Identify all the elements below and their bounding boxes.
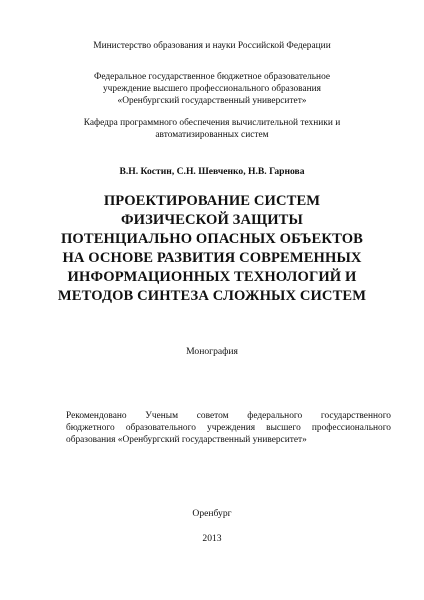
university-line-1: Федеральное государственное бюджетное образовательное [93,72,331,82]
book-title [0,192,424,306]
department-name [0,117,424,141]
authors [0,166,424,178]
ministry-header [0,40,424,52]
genre-line: Монография [186,346,238,357]
authors-line: В.Н. Костин, С.Н. Шевченко, Н.В. Гарнова [119,166,305,177]
recommendation-line-3: образования «Оренбургский государственный университет» [66,435,307,445]
university-line-2: учреждение высшего профессионального образования [102,84,321,94]
department-line-1: Кафедра программного обеспечения вычислительной техники и [83,118,341,128]
title-line-5: ИНФОРМАЦИОННЫХ ТЕХНОЛОГИЙ И [67,269,357,285]
title-line-2: ФИЗИЧЕСКОЙ ЗАЩИТЫ [121,212,303,228]
title-line-3: ПОТЕНЦИАЛЬНО ОПАСНЫХ ОБЪЕКТОВ [60,231,363,247]
recommendation-line-1: Рекомендовано Ученым советом федерального государственного [66,411,391,421]
imprint-city [0,508,424,520]
recommendation-line-2: бюджетного образовательного учреждения высшего профессионального [66,423,391,433]
university-line-3: «Оренбургский государственный университет» [117,96,307,106]
university-name [0,71,424,107]
city-line: Оренбург [192,508,232,519]
ministry-line: Министерство образования и науки Российской Федерации [93,41,331,51]
recommendation-note [66,410,391,446]
imprint-year [0,533,424,545]
title-line-4: НА ОСНОВЕ РАЗВИТИЯ СОВРЕМЕННЫХ [62,250,362,266]
title-line-1: ПРОЕКТИРОВАНИЕ СИСТЕМ [103,193,321,209]
genre-label [0,346,424,358]
department-line-2: автоматизированных систем [155,130,269,140]
year-line: 2013 [202,533,222,544]
title-line-6: МЕТОДОВ СИНТЕЗА СЛОЖНЫХ СИСТЕМ [57,288,367,304]
